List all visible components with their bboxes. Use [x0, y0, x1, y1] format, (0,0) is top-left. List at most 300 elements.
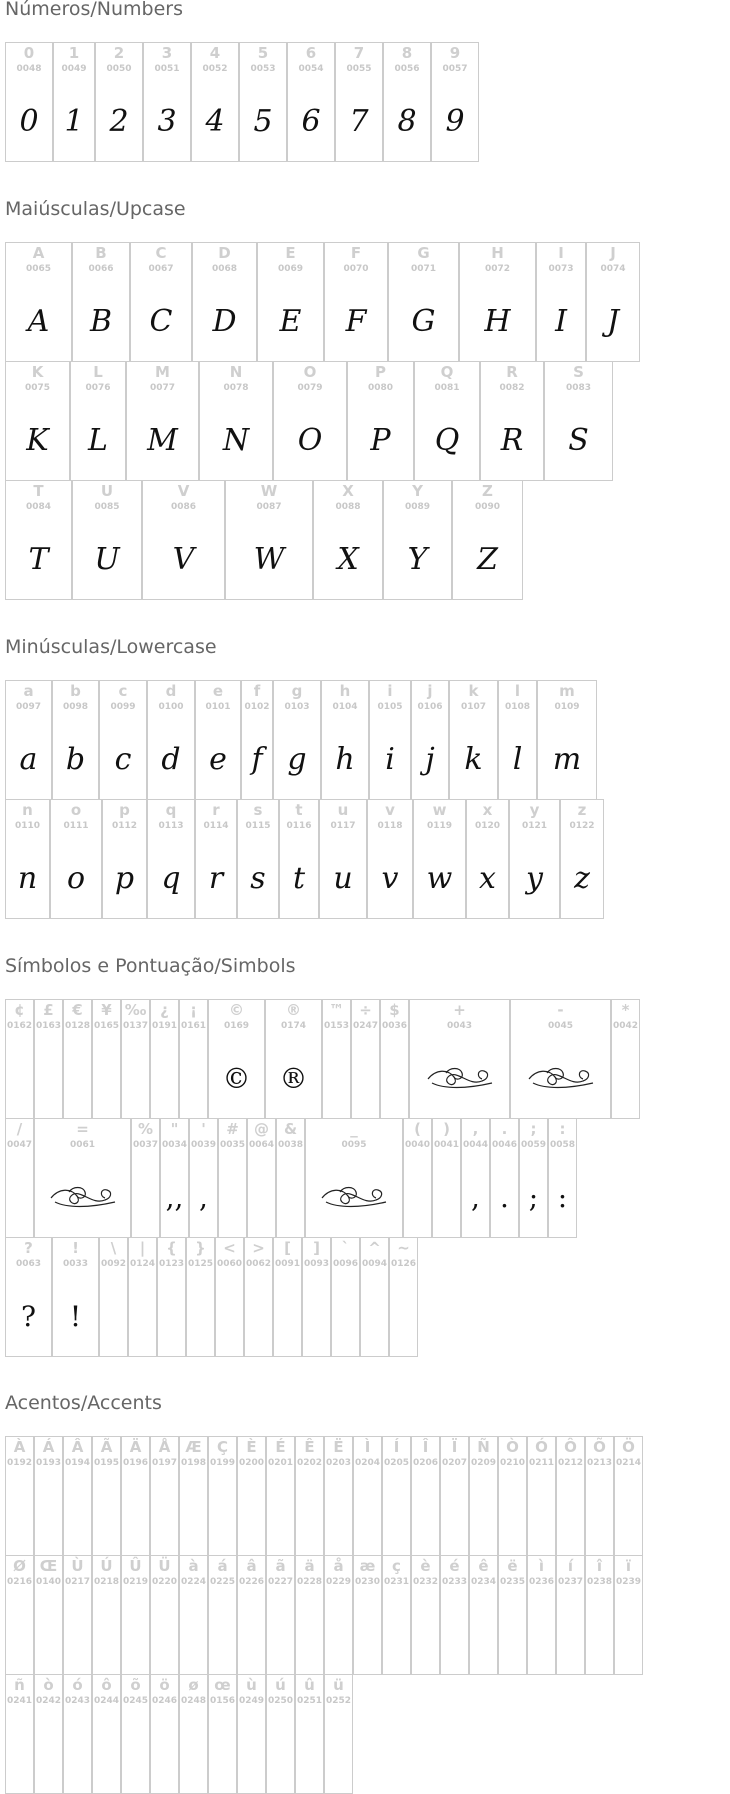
glyph-code: 0047 [6, 1140, 33, 1150]
glyph-character: Q [440, 363, 454, 381]
section-title-numbers: Números/Numbers [5, 0, 183, 20]
glyph-code: 0041 [433, 1140, 460, 1150]
glyph-sample: 4 [205, 103, 225, 139]
glyph-character: a [23, 682, 34, 700]
glyph-character: ¿ [160, 1001, 169, 1019]
glyph-code: 0059 [520, 1140, 547, 1150]
glyph-sample: p [114, 860, 135, 896]
glyph-cell [461, 1118, 490, 1238]
glyph-character: ê [478, 1557, 489, 1575]
glyph-character: Ò [506, 1438, 519, 1456]
glyph-sample: v [381, 860, 399, 896]
glyph-code: 0237 [557, 1577, 584, 1587]
glyph-code: 0061 [69, 1140, 96, 1150]
glyph-code: 0082 [499, 383, 525, 393]
glyph-character: k [468, 682, 479, 700]
glyph-sample: q [161, 860, 181, 896]
glyph-character: Ä [129, 1438, 142, 1456]
glyph-sample: ® [279, 1061, 308, 1095]
glyph-character: 6 [305, 44, 317, 62]
glyph-cell [353, 1555, 382, 1675]
glyph-cell [160, 1118, 189, 1238]
glyph-sample: © [222, 1061, 251, 1095]
glyph-code: 0163 [35, 1021, 62, 1031]
glyph-cell [466, 799, 509, 919]
glyph-character: œ [214, 1676, 231, 1694]
glyph-cell [527, 1436, 556, 1556]
glyph-cell [459, 242, 536, 362]
glyph-code: 0202 [296, 1458, 323, 1468]
glyph-cell [480, 361, 544, 481]
glyph-character: Á [42, 1438, 55, 1456]
glyph-code: 0070 [343, 264, 369, 274]
glyph-code: 0055 [346, 64, 372, 74]
glyph-character: x [482, 801, 493, 819]
glyph-cell [121, 1436, 150, 1556]
glyph-cell [276, 1118, 305, 1238]
glyph-character: S [573, 363, 584, 381]
glyph-code: 0037 [132, 1140, 159, 1150]
glyph-cell [5, 1237, 52, 1357]
glyph-cell [295, 1555, 324, 1675]
glyph-cell [179, 1436, 208, 1556]
glyph-cell [5, 480, 72, 600]
glyph-character: H [491, 244, 504, 262]
glyph-character: R [506, 363, 518, 381]
glyph-character: + [453, 1001, 466, 1019]
glyph-cell [313, 480, 383, 600]
glyph-code: 0051 [154, 64, 180, 74]
glyph-sample: 8 [397, 103, 417, 139]
glyph-cell [34, 1555, 63, 1675]
glyph-character: ø [188, 1676, 199, 1694]
glyph-cell [585, 1436, 614, 1556]
glyph-cell [191, 42, 239, 162]
glyph-cell [157, 1237, 186, 1357]
glyph-character: Ö [622, 1438, 635, 1456]
glyph-code: 0124 [129, 1259, 156, 1269]
glyph-cell [239, 42, 287, 162]
glyph-cell [519, 1118, 548, 1238]
glyph-code: 0060 [216, 1259, 243, 1269]
glyph-cell [95, 42, 143, 162]
glyph-cell [324, 1436, 353, 1556]
glyph-character: õ [130, 1676, 141, 1694]
glyph-code: 0108 [504, 702, 531, 712]
glyph-code: 0089 [404, 502, 431, 512]
glyph-cell [130, 242, 192, 362]
glyph-code: 0244 [93, 1696, 120, 1706]
glyph-character: ) [443, 1120, 450, 1138]
glyph-code: 0241 [6, 1696, 33, 1706]
glyph-sample: ,, [165, 1180, 184, 1214]
glyph-character: ™ [329, 1001, 344, 1019]
glyph-cell [510, 999, 611, 1119]
glyph-sample: I [555, 303, 567, 339]
glyph-character: U [100, 482, 114, 500]
glyph-cell [237, 1674, 266, 1794]
glyph-character: ë [507, 1557, 518, 1575]
glyph-character: ö [159, 1676, 170, 1694]
glyph-code: 0078 [223, 383, 249, 393]
glyph-sample: n [17, 860, 38, 896]
glyph-sample: e [209, 741, 227, 777]
glyph-code: 0083 [565, 383, 592, 393]
glyph-cell [237, 1555, 266, 1675]
glyph-character: > [252, 1239, 265, 1257]
glyph-character: Ñ [477, 1438, 490, 1456]
glyph-cell [121, 1674, 150, 1794]
glyph-code: 0125 [187, 1259, 214, 1269]
glyph-code: 0169 [223, 1021, 250, 1031]
glyph-sample: h [335, 741, 355, 777]
glyph-character: Y [412, 482, 423, 500]
glyph-cell [150, 1674, 179, 1794]
glyph-character: ( [414, 1120, 421, 1138]
glyph-code: 0081 [434, 383, 460, 393]
glyph-character: 1 [68, 44, 80, 62]
glyph-cell [295, 1436, 324, 1556]
glyph-code: 0058 [549, 1140, 576, 1150]
glyph-code: 0162 [6, 1021, 33, 1031]
glyph-cell [208, 999, 265, 1119]
glyph-code: 0243 [64, 1696, 91, 1706]
glyph-sample: f [251, 741, 263, 777]
glyph-cell [5, 680, 52, 800]
glyph-sample: Y [407, 541, 428, 577]
glyph-code: 0235 [499, 1577, 526, 1587]
glyph-cell [237, 1436, 266, 1556]
glyph-character: Ê [304, 1438, 315, 1456]
glyph-character: € [72, 1001, 83, 1019]
glyph-cell [247, 1118, 276, 1238]
glyph-code: 0236 [528, 1577, 555, 1587]
glyph-sample: M [147, 422, 178, 458]
glyph-cell [92, 1436, 121, 1556]
glyph-character: _ [350, 1120, 358, 1138]
glyph-character: ñ [14, 1676, 25, 1694]
glyph-code: 0232 [412, 1577, 439, 1587]
glyph-sample: l [512, 741, 523, 777]
glyph-cell [544, 361, 613, 481]
glyph-code: 0106 [417, 702, 443, 712]
glyph-sample: b [65, 741, 86, 777]
glyph-character: e [212, 682, 224, 700]
glyph-cell [150, 999, 179, 1119]
glyph-code: 0094 [361, 1259, 388, 1269]
glyph-cell [403, 1118, 432, 1238]
glyph-sample: . [500, 1180, 509, 1214]
glyph-character: ^ [368, 1239, 381, 1257]
glyph-character: w [432, 801, 447, 819]
glyph-code: 0079 [297, 383, 323, 393]
glyph-sample: 0 [19, 103, 39, 139]
glyph-cell [192, 242, 257, 362]
glyph-code: 0210 [499, 1458, 526, 1468]
glyph-character: Õ [593, 1438, 606, 1456]
glyph-sample: : [557, 1180, 568, 1214]
glyph-sample: 7 [349, 103, 369, 139]
glyph-code: 0093 [303, 1259, 330, 1269]
glyph-character: m [559, 682, 575, 700]
glyph-cell [179, 1674, 208, 1794]
glyph-character: B [95, 244, 107, 262]
glyph-character: @ [254, 1120, 269, 1138]
glyph-sample: S [568, 422, 589, 458]
glyph-cell [121, 1555, 150, 1675]
glyph-cell [150, 1555, 179, 1675]
glyph-character: d [165, 682, 177, 700]
glyph-cell [52, 1237, 99, 1357]
glyph-character: ~ [397, 1239, 410, 1257]
glyph-character: ï [625, 1557, 632, 1575]
glyph-cell [53, 42, 95, 162]
glyph-code: 0230 [354, 1577, 381, 1587]
glyph-sample: F [345, 303, 367, 339]
glyph-sample: X [337, 541, 359, 577]
glyph-cell [335, 42, 383, 162]
glyph-cell [302, 1237, 331, 1357]
glyph-cell [498, 680, 537, 800]
glyph-character: i [387, 682, 393, 700]
glyph-sample: 9 [445, 103, 465, 139]
glyph-sample: g [287, 741, 307, 777]
glyph-character: l [514, 682, 521, 700]
glyph-character: ? [24, 1239, 33, 1257]
glyph-character: N [229, 363, 243, 381]
glyph-cell [92, 999, 121, 1119]
glyph-character: æ [359, 1557, 376, 1575]
glyph-cell [380, 999, 409, 1119]
glyph-code: 0207 [441, 1458, 468, 1468]
glyph-character: o [70, 801, 82, 819]
glyph-sample: G [411, 303, 436, 339]
glyph-code: 0126 [390, 1259, 417, 1269]
glyph-code: 0054 [298, 64, 324, 74]
glyph-character: L [93, 363, 103, 381]
glyph-cell [92, 1555, 121, 1675]
glyph-sample: ! [69, 1299, 82, 1333]
glyph-code: 0120 [474, 821, 501, 831]
glyph-character: Z [482, 482, 493, 500]
glyph-character: Ó [535, 1438, 548, 1456]
glyph-sample: J [606, 303, 620, 339]
glyph-cell [5, 799, 50, 919]
glyph-character: J [610, 244, 616, 262]
glyph-character: { [166, 1239, 177, 1257]
glyph-code: 0069 [277, 264, 304, 274]
glyph-code: 0049 [61, 64, 87, 74]
glyph-code: 0239 [615, 1577, 642, 1587]
glyph-cell [273, 361, 347, 481]
glyph-code: 0080 [367, 383, 394, 393]
glyph-cell [34, 1436, 63, 1556]
glyph-cell [351, 999, 380, 1119]
glyph-character: s [253, 801, 263, 819]
glyph-character: É [275, 1438, 286, 1456]
glyph-sample: , [471, 1180, 480, 1214]
glyph-cell [241, 680, 273, 800]
glyph-sample: d [161, 741, 181, 777]
glyph-code: 0213 [586, 1458, 613, 1468]
glyph-character: À [13, 1438, 26, 1456]
glyph-code: 0119 [426, 821, 453, 831]
glyph-character: 3 [161, 44, 173, 62]
glyph-sample: T [28, 541, 49, 577]
glyph-cell [195, 680, 241, 800]
glyph-code: 0063 [15, 1259, 42, 1269]
glyph-cell [527, 1555, 556, 1675]
glyph-code: 0209 [470, 1458, 497, 1468]
glyph-character: V [177, 482, 190, 500]
glyph-code: 0192 [6, 1458, 33, 1468]
glyph-cell [257, 242, 324, 362]
section-title-lowercase: Minúsculas/Lowercase [5, 636, 217, 658]
glyph-cell [319, 799, 367, 919]
glyph-cell [208, 1674, 237, 1794]
glyph-code: 0107 [460, 702, 487, 712]
glyph-code: 0043 [446, 1021, 473, 1031]
glyph-cell [279, 799, 319, 919]
glyph-sample: 3 [157, 103, 177, 139]
glyph-character: Â [71, 1438, 84, 1456]
glyph-code: 0052 [202, 64, 228, 74]
glyph-character: Ï [451, 1438, 458, 1456]
glyph-character: D [218, 244, 231, 262]
glyph-character: 9 [449, 44, 461, 62]
glyph-cell [560, 799, 604, 919]
glyph-character: ' [201, 1120, 206, 1138]
glyph-sample: x [479, 860, 496, 896]
glyph-cell [34, 1674, 63, 1794]
glyph-character: & [283, 1120, 298, 1138]
glyph-character: Ô [564, 1438, 577, 1456]
glyph-cell [413, 799, 466, 919]
glyph-sample: ; [528, 1180, 539, 1214]
glyph-code: 0099 [110, 702, 136, 712]
glyph-code: 0231 [383, 1577, 410, 1587]
glyph-character: f [253, 682, 261, 700]
glyph-character: K [31, 363, 44, 381]
glyph-character: â [246, 1557, 257, 1575]
glyph-character: í [567, 1557, 574, 1575]
glyph-code: 0096 [332, 1259, 359, 1269]
glyph-cell [432, 1118, 461, 1238]
glyph-sample: y [526, 860, 543, 896]
glyph-code: 0104 [332, 702, 358, 712]
glyph-code: 0075 [24, 383, 51, 393]
glyph-cell [614, 1555, 643, 1675]
glyph-code: 0086 [170, 502, 197, 512]
glyph-character: b [70, 682, 81, 700]
glyph-cell [147, 799, 195, 919]
glyph-character: ÷ [359, 1001, 372, 1019]
glyph-cell [179, 999, 208, 1119]
glyph-sample: E [279, 303, 302, 339]
glyph-code: 0245 [122, 1696, 149, 1706]
glyph-cell [179, 1555, 208, 1675]
glyph-cell [92, 1674, 121, 1794]
glyph-sample: ? [20, 1299, 36, 1333]
glyph-character: 8 [401, 44, 413, 62]
glyph-cell [548, 1118, 577, 1238]
glyph-cell [5, 1436, 34, 1556]
glyph-cell [70, 361, 126, 481]
glyph-character: $ [389, 1001, 400, 1019]
glyph-cell [195, 799, 237, 919]
glyph-sample: 5 [253, 103, 273, 139]
glyph-cell [411, 1555, 440, 1675]
glyph-code: 0252 [325, 1696, 352, 1706]
glyph-cell [5, 999, 34, 1119]
glyph-character: ‰ [124, 1001, 147, 1019]
glyph-cell [63, 1674, 92, 1794]
glyph-character: ú [275, 1676, 286, 1694]
glyph-character: û [304, 1676, 315, 1694]
glyph-code: 0092 [100, 1259, 127, 1269]
glyph-code: 0039 [190, 1140, 217, 1150]
glyph-character: . [501, 1120, 508, 1138]
glyph-character: î [596, 1557, 603, 1575]
glyph-character: : [559, 1120, 566, 1138]
glyph-code: 0206 [412, 1458, 439, 1468]
glyph-cell [411, 1436, 440, 1556]
glyph-code: 0097 [15, 702, 42, 712]
glyph-sample: W [253, 541, 285, 577]
glyph-code: 0112 [111, 821, 138, 831]
glyph-cell [50, 799, 102, 919]
glyph-character: O [303, 363, 317, 381]
glyph-cell [536, 242, 586, 362]
glyph-sample: m [552, 741, 582, 777]
glyph-sample: t [292, 860, 306, 896]
glyph-cell [225, 480, 313, 600]
glyph-code: 0110 [14, 821, 41, 831]
glyph-cell [360, 1237, 389, 1357]
glyph-character: ! [72, 1239, 79, 1257]
glyph-character: Ã [100, 1438, 113, 1456]
glyph-cell [537, 680, 597, 800]
glyph-cell [409, 999, 510, 1119]
glyph-sample: c [114, 741, 132, 777]
glyph-cell [5, 242, 72, 362]
glyph-code: 0062 [245, 1259, 272, 1269]
glyph-code: 0246 [151, 1696, 178, 1706]
glyph-cell [367, 799, 413, 919]
glyph-cell [142, 480, 225, 600]
section-title-upcase: Maiúsculas/Upcase [5, 198, 186, 220]
glyph-code: 0249 [238, 1696, 265, 1706]
glyph-character: å [333, 1557, 344, 1575]
glyph-code: 0103 [284, 702, 310, 712]
glyph-sample: r [208, 860, 224, 896]
glyph-sample: H [484, 303, 511, 339]
glyph-code: 0074 [600, 264, 626, 274]
glyph-character: á [217, 1557, 228, 1575]
glyph-code: 0105 [377, 702, 403, 712]
glyph-code: 0227 [267, 1577, 294, 1587]
glyph-cell [369, 680, 411, 800]
glyph-cell [99, 680, 147, 800]
glyph-code: 0201 [267, 1458, 294, 1468]
glyph-character: Ì [364, 1438, 371, 1456]
glyph-character: ã [275, 1557, 286, 1575]
glyph-sample: o [66, 860, 86, 896]
glyph-sample: z [574, 860, 590, 896]
glyph-cell [586, 242, 640, 362]
glyph-cell [102, 799, 147, 919]
glyph-sample: K [26, 422, 49, 458]
